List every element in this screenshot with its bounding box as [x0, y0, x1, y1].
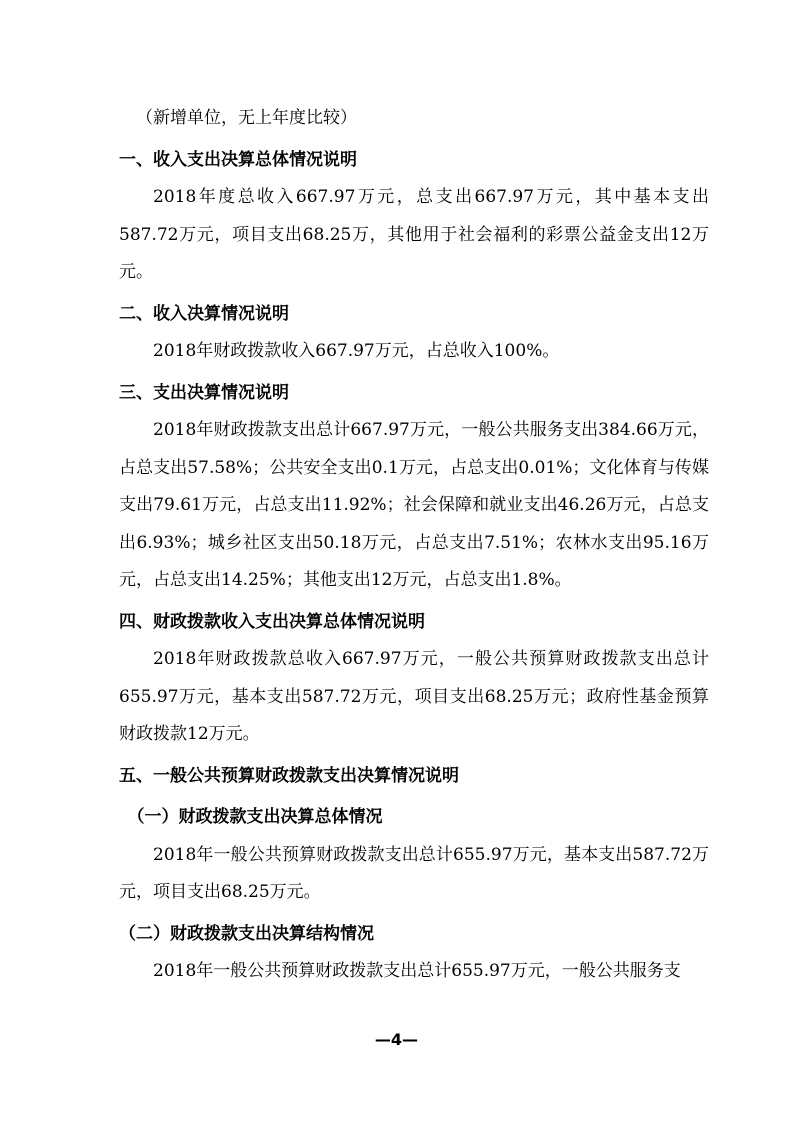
body-paragraph: 2018年财政拨款总收入667.97万元，一般公共预算财政拨款支出总计655.97万元，基本支出587.72万元，项目支出68.25万元；政府性基金预算财政拨款12万元。 [119, 649, 709, 744]
section-heading-5: 五、一般公共预算财政拨款支出决算情况说明 [119, 765, 459, 786]
section-heading-3: 三、支出决算情况说明 [119, 382, 289, 403]
subsection-heading-1: （一）财政拨款支出决算总体情况 [127, 807, 383, 827]
subsection-heading-2: （二）财政拨款支出决算结构情况 [119, 923, 374, 944]
body-paragraph: 2018年度总收入667.97万元，总支出667.97万元，其中基本支出587.72万元，项目支出68.25万，其他用于社会福利的彩票公益金支出12万元。 [119, 187, 709, 282]
note-paragraph: （新增单位，无上年度比较） [136, 108, 357, 128]
body-paragraph: 2018年一般公共预算财政拨款支出总计655.97万元，基本支出587.72万元，项目支出68.25万元。 [119, 844, 709, 902]
body-paragraph: 2018年财政拨款收入667.97万元，占总收入100%。 [153, 341, 560, 361]
section-heading-1: 一、收入支出决算总体情况说明 [119, 149, 357, 170]
section-heading-2: 二、收入决算情况说明 [119, 303, 289, 324]
page-number: —4— [374, 1030, 419, 1049]
body-paragraph: 2018年一般公共预算财政拨款支出总计655.97万元，一般公共服务支 [153, 961, 681, 981]
body-paragraph: 2018年财政拨款支出总计667.97万元，一般公共服务支出384.66万元，占总支出57.58%；公共安全支出0.1万元，占总支出0.01%；文化体育与传媒支出79.61万元，占总支出11.92%；社会保障和就业支出46.26万元，占总支出6.93%；城乡社区支出50.18万元，占总支出7.51%；农林水支出95.16万元，占总支出14.25%；其他支出12万元，占总支出1.8%。 [119, 420, 709, 590]
page-body [119, 100, 709, 991]
section-heading-4: 四、财政拨款收入支出决算总体情况说明 [119, 611, 425, 632]
